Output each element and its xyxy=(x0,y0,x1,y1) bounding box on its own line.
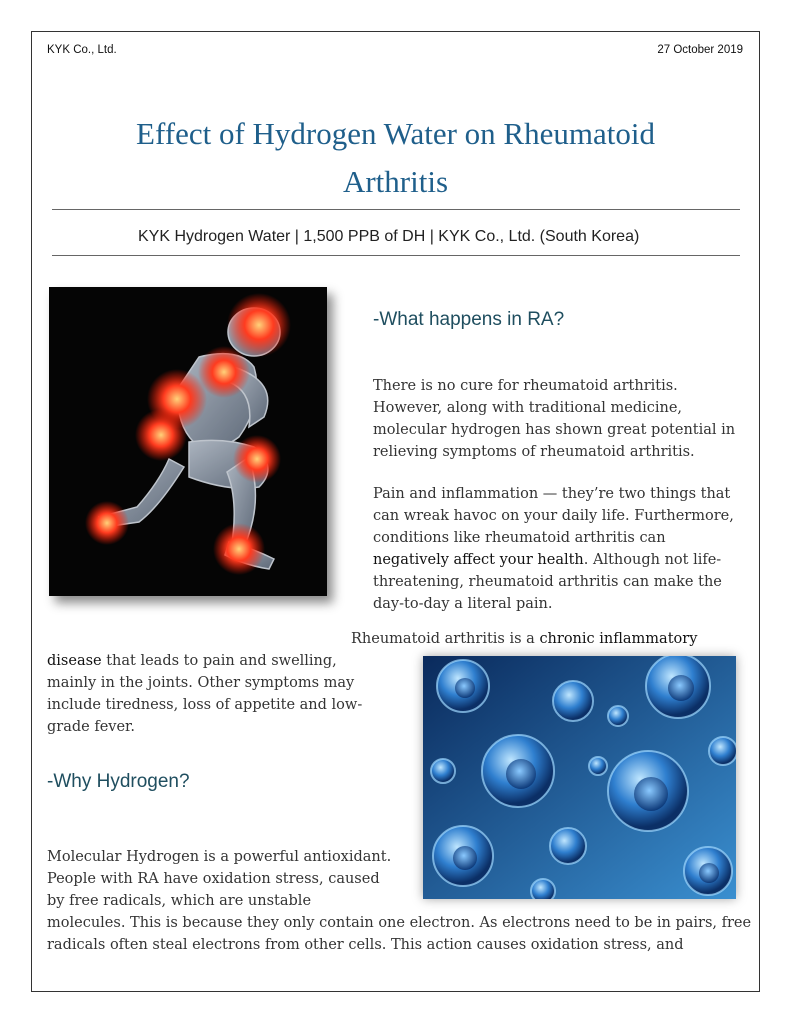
ra-lead-text: Rheumatoid arthritis is a xyxy=(351,631,540,647)
link-negatively-affect-health[interactable]: negatively affect your health xyxy=(373,552,584,568)
link-chronic-inflammatory[interactable]: chronic inflammatory xyxy=(539,631,698,647)
paragraph-free-radicals: molecules. This is because they only contain one electron. As electrons need to be in pairs, free radicals often steal electrons from other cells. This action causes oxidation stress, and xyxy=(47,915,752,953)
ra-lead-line xyxy=(351,628,697,650)
paragraph-no-cure: There is no cure for rheumatoid arthritis. However, along with traditional medicine, molecular hydrogen has shown great potential in relieving symptoms of rheumatoid arthritis. xyxy=(373,378,736,460)
company-name: KYK Co., Ltd. xyxy=(47,44,117,56)
paragraph-ra-disease xyxy=(47,650,377,738)
paragraph-pain-part-1: Pain and inflammation — they’re two things that can wreak havoc on your daily life. Furthermore, conditions like rheumatoid arthritis can xyxy=(373,486,734,546)
document-title xyxy=(47,110,744,206)
section-heading-what-happens: -What happens in RA? xyxy=(373,309,565,330)
bottom-divider xyxy=(52,255,740,256)
paragraph-molecular-hydrogen: Molecular Hydrogen is a powerful antioxidant. People with RA have oxidation stress, caused by free radicals, which are unstable xyxy=(47,849,392,909)
product-subtitle: KYK Hydrogen Water | 1,500 PPB of DH | KYK Co., Ltd. (South Korea) xyxy=(138,228,640,245)
paragraph-pain-inflammation xyxy=(373,483,745,615)
paragraph-pain-part-2: . Although not life-threatening, rheumatoid arthritis can make the day-to-day a literal pain. xyxy=(373,552,722,612)
paragraph-ra-rest: that leads to pain and swelling, mainly in the joints. Other symptoms may include tiredness, loss of appetite and low-grade fever. xyxy=(47,653,363,735)
document-date: 27 October 2019 xyxy=(657,44,743,56)
cells-microscopy-image xyxy=(423,656,736,899)
link-disease[interactable]: disease xyxy=(47,653,102,669)
top-divider xyxy=(52,209,740,210)
title-line-2: Arthritis xyxy=(342,164,449,199)
title-line-1: Effect of Hydrogen Water on Rheumatoid xyxy=(136,116,655,151)
section-heading-why-hydrogen: -Why Hydrogen? xyxy=(47,771,190,792)
human-figure-joint-pain-image xyxy=(49,287,327,596)
